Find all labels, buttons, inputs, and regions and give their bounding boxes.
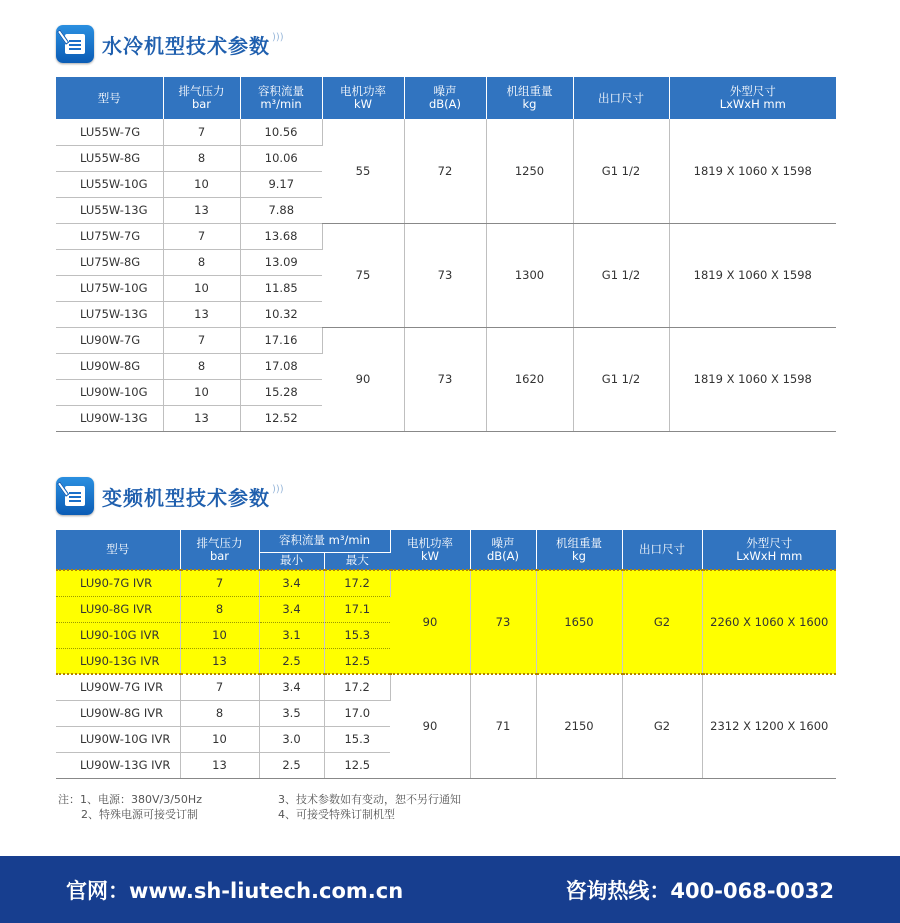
- cell-flow: 15.28: [240, 379, 322, 405]
- cell-model: LU90W-10G IVR: [56, 726, 180, 752]
- cell-outlet: G1 1/2: [573, 119, 669, 223]
- header-line: 排气压力: [178, 84, 225, 98]
- header-power: 电机功率 kW: [390, 530, 470, 570]
- cell-power: 75: [322, 223, 404, 327]
- header-line: 外型尺寸: [729, 84, 776, 98]
- section-header-vfd: [56, 477, 284, 515]
- cell-pressure: 10: [180, 726, 259, 752]
- header-weight: 机组重量 kg: [536, 530, 622, 570]
- cell-flow-min: 3.4: [259, 570, 324, 596]
- cell-power: 55: [322, 119, 404, 223]
- cell-model: LU90W-13G: [56, 405, 163, 431]
- cell-outlet: G1 1/2: [573, 327, 669, 431]
- cell-model: LU90-8G IVR: [56, 596, 180, 622]
- cell-model: LU90W-13G IVR: [56, 752, 180, 778]
- cell-flow-min: 3.5: [259, 700, 324, 726]
- cell-flow-max: 15.3: [324, 726, 390, 752]
- cell-outlet: G2: [622, 570, 702, 674]
- cell-flow-min: 2.5: [259, 752, 324, 778]
- header-unit: LxWxH mm: [719, 97, 786, 111]
- cell-flow-max: 17.1: [324, 596, 390, 622]
- cell-pressure: 10: [180, 622, 259, 648]
- cell-pressure: 7: [180, 570, 259, 596]
- cell-model: LU75W-13G: [56, 301, 163, 327]
- header-col-7: [669, 77, 836, 119]
- cell-flow-min: 2.5: [259, 648, 324, 674]
- cell-weight: 1620: [486, 327, 573, 431]
- header-line: 出口尺寸: [598, 90, 644, 105]
- cell-pressure: 13: [180, 752, 259, 778]
- header-outlet: 出口尺寸: [622, 530, 702, 570]
- cell-pressure: 7: [163, 119, 240, 145]
- header-col-0: [56, 77, 163, 119]
- header-unit: bar: [191, 97, 212, 111]
- header-flow-max: 最大: [324, 552, 390, 570]
- cell-flow-max: 17.2: [324, 674, 390, 700]
- header-line: 机组重量: [506, 84, 553, 98]
- cell-flow: 17.08: [240, 353, 322, 379]
- cell-pressure: 8: [163, 249, 240, 275]
- document-pen-icon: [56, 25, 94, 63]
- cell-pressure: 7: [163, 327, 240, 353]
- header-line: 型号: [97, 90, 121, 105]
- cell-flow-max: 17.2: [324, 570, 390, 596]
- cell-model: LU90W-7G IVR: [56, 674, 180, 700]
- document-pen-icon: [56, 477, 94, 515]
- cell-model: LU75W-10G: [56, 275, 163, 301]
- cell-flow-max: 12.5: [324, 752, 390, 778]
- section-title: 变频机型技术参数: [102, 485, 270, 510]
- table-row: [56, 674, 836, 700]
- cell-model: LU90W-8G IVR: [56, 700, 180, 726]
- cell-flow: 13.09: [240, 249, 322, 275]
- cell-size: 1819 X 1060 X 1598: [669, 119, 836, 223]
- cell-flow-min: 3.4: [259, 596, 324, 622]
- cell-model: LU90-13G IVR: [56, 648, 180, 674]
- notes-left: [58, 792, 202, 822]
- cell-power: 90: [390, 570, 470, 674]
- cell-weight: 1650: [536, 570, 622, 674]
- cell-outlet: G2: [622, 674, 702, 778]
- cell-noise: 71: [470, 674, 536, 778]
- cell-model: LU90W-8G: [56, 353, 163, 379]
- cell-size: 1819 X 1060 X 1598: [669, 327, 836, 431]
- cell-model: LU90W-7G: [56, 327, 163, 353]
- signal-wave-icon: ))): [272, 483, 284, 495]
- cell-model: LU55W-13G: [56, 197, 163, 223]
- note-line: 注：1、电源：380V/3/50Hz: [58, 793, 202, 806]
- cell-pressure: 8: [163, 145, 240, 171]
- cell-noise: 73: [404, 223, 486, 327]
- header-col-5: [486, 77, 573, 119]
- cell-flow-max: 17.0: [324, 700, 390, 726]
- cell-size: 2312 X 1200 X 1600: [702, 674, 836, 778]
- header-col-2: [240, 77, 322, 119]
- cell-flow-min: 3.0: [259, 726, 324, 752]
- signal-wave-icon: ))): [272, 31, 284, 43]
- header-size: 外型尺寸 LxWxH mm: [702, 530, 836, 570]
- cell-pressure: 8: [180, 596, 259, 622]
- cell-pressure: 7: [163, 223, 240, 249]
- header-unit: m³/min: [260, 97, 302, 111]
- header-flow-min: 最小: [259, 552, 324, 570]
- cell-pressure: 7: [180, 674, 259, 700]
- cell-model: LU90-7G IVR: [56, 570, 180, 596]
- note-line: 4、可接受特殊订制机型: [278, 808, 395, 821]
- cell-size: 2260 X 1060 X 1600: [702, 570, 836, 674]
- cell-weight: 2150: [536, 674, 622, 778]
- cell-flow: 13.68: [240, 223, 322, 249]
- website-link[interactable]: 官网：www.sh-liutech.com.cn: [66, 878, 404, 903]
- cell-pressure: 10: [163, 275, 240, 301]
- cell-pressure: 13: [163, 197, 240, 223]
- vfd-spec-table: [56, 530, 836, 779]
- header-col-4: [404, 77, 486, 119]
- cell-model: LU75W-8G: [56, 249, 163, 275]
- header-noise: 噪声 dB(A): [470, 530, 536, 570]
- cell-pressure: 10: [163, 379, 240, 405]
- notes-right: [278, 792, 461, 822]
- header-col-3: [322, 77, 404, 119]
- cell-noise: 73: [470, 570, 536, 674]
- header-unit: dB(A): [428, 97, 462, 111]
- header-pressure: 排气压力 bar: [180, 530, 259, 570]
- cell-flow-max: 15.3: [324, 622, 390, 648]
- header-line: 噪声: [433, 84, 457, 98]
- hotline-text: 咨询热线：400-068-0032: [565, 878, 834, 903]
- cell-model: LU75W-7G: [56, 223, 163, 249]
- cell-flow: 9.17: [240, 171, 322, 197]
- cell-weight: 1300: [486, 223, 573, 327]
- table-row: [56, 119, 836, 145]
- cell-flow-min: 3.1: [259, 622, 324, 648]
- table-row: [56, 223, 836, 249]
- note-line: 2、特殊电源可接受订制: [81, 808, 198, 821]
- cell-flow-max: 12.5: [324, 648, 390, 674]
- section-header-water-cooled: [56, 25, 284, 63]
- cell-pressure: 8: [163, 353, 240, 379]
- cell-flow: 11.85: [240, 275, 322, 301]
- cell-flow: 10.32: [240, 301, 322, 327]
- cell-model: LU55W-8G: [56, 145, 163, 171]
- header-flow: 容积流量 m³/min: [259, 530, 390, 552]
- cell-flow: 7.88: [240, 197, 322, 223]
- header-unit: kg: [522, 97, 537, 111]
- header-model: 型号: [56, 530, 180, 570]
- cell-pressure: 13: [163, 301, 240, 327]
- cell-pressure: 10: [163, 171, 240, 197]
- section-title: 水冷机型技术参数: [102, 33, 270, 58]
- footer-bar: [0, 856, 900, 923]
- cell-pressure: 8: [180, 700, 259, 726]
- table-row: [56, 570, 836, 596]
- cell-pressure: 13: [180, 648, 259, 674]
- cell-model: LU55W-7G: [56, 119, 163, 145]
- header-line: 容积流量: [258, 84, 304, 98]
- cell-flow: 12.52: [240, 405, 322, 431]
- cell-flow: 10.06: [240, 145, 322, 171]
- cell-pressure: 13: [163, 405, 240, 431]
- header-line: 电机功率: [340, 84, 386, 98]
- note-line: 3、技术参数如有变动，恕不另行通知: [278, 793, 461, 806]
- header-col-1: [163, 77, 240, 119]
- cell-size: 1819 X 1060 X 1598: [669, 223, 836, 327]
- cell-power: 90: [322, 327, 404, 431]
- water-cooled-spec-table: [56, 77, 836, 432]
- cell-model: LU55W-10G: [56, 171, 163, 197]
- cell-power: 90: [390, 674, 470, 778]
- cell-flow: 17.16: [240, 327, 322, 353]
- cell-weight: 1250: [486, 119, 573, 223]
- cell-noise: 73: [404, 327, 486, 431]
- table-row: [56, 327, 836, 353]
- cell-model: LU90-10G IVR: [56, 622, 180, 648]
- cell-outlet: G1 1/2: [573, 223, 669, 327]
- header-col-6: [573, 77, 669, 119]
- cell-flow: 10.56: [240, 119, 322, 145]
- cell-model: LU90W-10G: [56, 379, 163, 405]
- cell-noise: 72: [404, 119, 486, 223]
- cell-flow-min: 3.4: [259, 674, 324, 700]
- header-unit: kW: [353, 97, 373, 111]
